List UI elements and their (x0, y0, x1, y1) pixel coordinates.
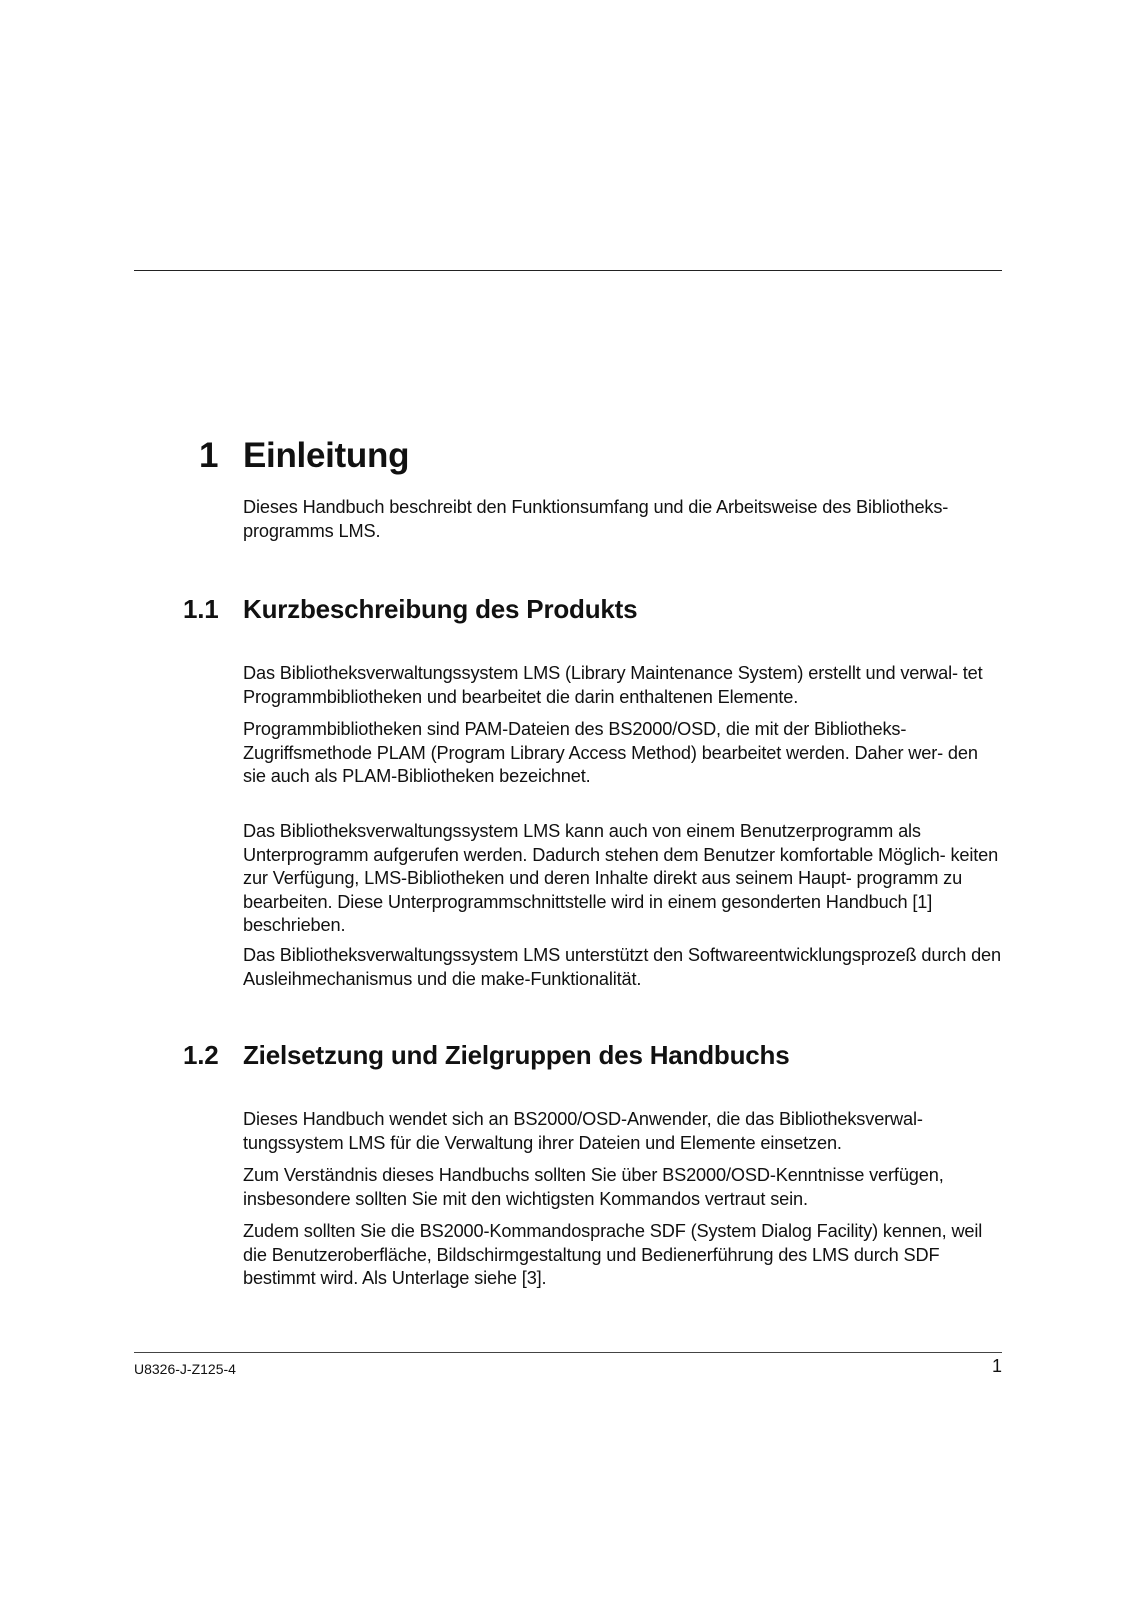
chapter-heading (199, 436, 409, 476)
section-title: Zielsetzung und Zielgruppen des Handbuchs (243, 1040, 790, 1070)
section-heading-1-2 (183, 1040, 790, 1071)
paragraph: Das Bibliotheksverwaltungssystem LMS unterstützt den Softwareentwicklungsprozeß durch den Ausleihmechanismus und die make-Funktionalität. (243, 945, 1001, 989)
section-heading-1-1 (183, 594, 637, 625)
paragraph: Das Bibliotheksverwaltungssystem LMS (Library Maintenance System) erstellt und verwal- tet Programmbibliotheken und bearbeitet die darin enthaltenen Elemente. (243, 663, 983, 707)
paragraph: Zum Verständnis dieses Handbuchs sollten Sie über BS2000/OSD-Kenntnisse verfügen, insbesondere sollten Sie mit den wichtigsten Kommandos vertraut sein. (243, 1165, 944, 1209)
section-number: 1.2 (183, 1040, 219, 1070)
paragraph: Zudem sollten Sie die BS2000-Kommandosprache SDF (System Dialog Facility) kennen, weil die Benutzeroberfläche, Bildschirmgestaltung und Bedienerführung des LMS durch SDF bestimmt wird. Als Unterlage siehe [3]. (243, 1221, 983, 1289)
section-title: Kurzbeschreibung des Produkts (243, 594, 638, 624)
paragraph: Das Bibliotheksverwaltungssystem LMS kann auch von einem Benutzerprogramm als Unterprogramm aufgerufen werden. Dadurch stehen dem Benutzer komfortable Möglich- keiten zur Verfügung, LMS-Bibliotheken und deren Inhalte direkt aus seinem Haupt- programm zu bearbeiten. Diese Unterprogrammschnittstelle wird in einem gesonderten Handbuch [1] beschrieben. (243, 821, 999, 936)
section-number: 1.1 (183, 594, 219, 624)
paragraph: Programmbibliotheken sind PAM-Dateien des BS2000/OSD, die mit der Bibliotheks- Zugriffsmethode PLAM (Program Library Access Method) bearbeitet werden. Daher wer- den sie auch als PLAM-Bibliotheken bezeichnet. (243, 719, 978, 787)
chapter-title: Einleitung (243, 436, 410, 475)
paragraph: Dieses Handbuch wendet sich an BS2000/OSD-Anwender, die das Bibliotheksverwal- tungssystem LMS für die Verwaltung ihrer Dateien und Elemente einsetzen. (243, 1109, 923, 1153)
footer-rule (134, 1352, 1002, 1353)
chapter-number: 1 (199, 436, 219, 475)
chapter-intro-paragraph: Dieses Handbuch beschreibt den Funktionsumfang und die Arbeitsweise des Bibliotheks- programms LMS. (243, 497, 949, 541)
footer-document-id: U8326-J-Z125-4 (134, 1361, 236, 1377)
header-rule (134, 270, 1002, 271)
footer-page-number: 1 (991, 1356, 1002, 1376)
